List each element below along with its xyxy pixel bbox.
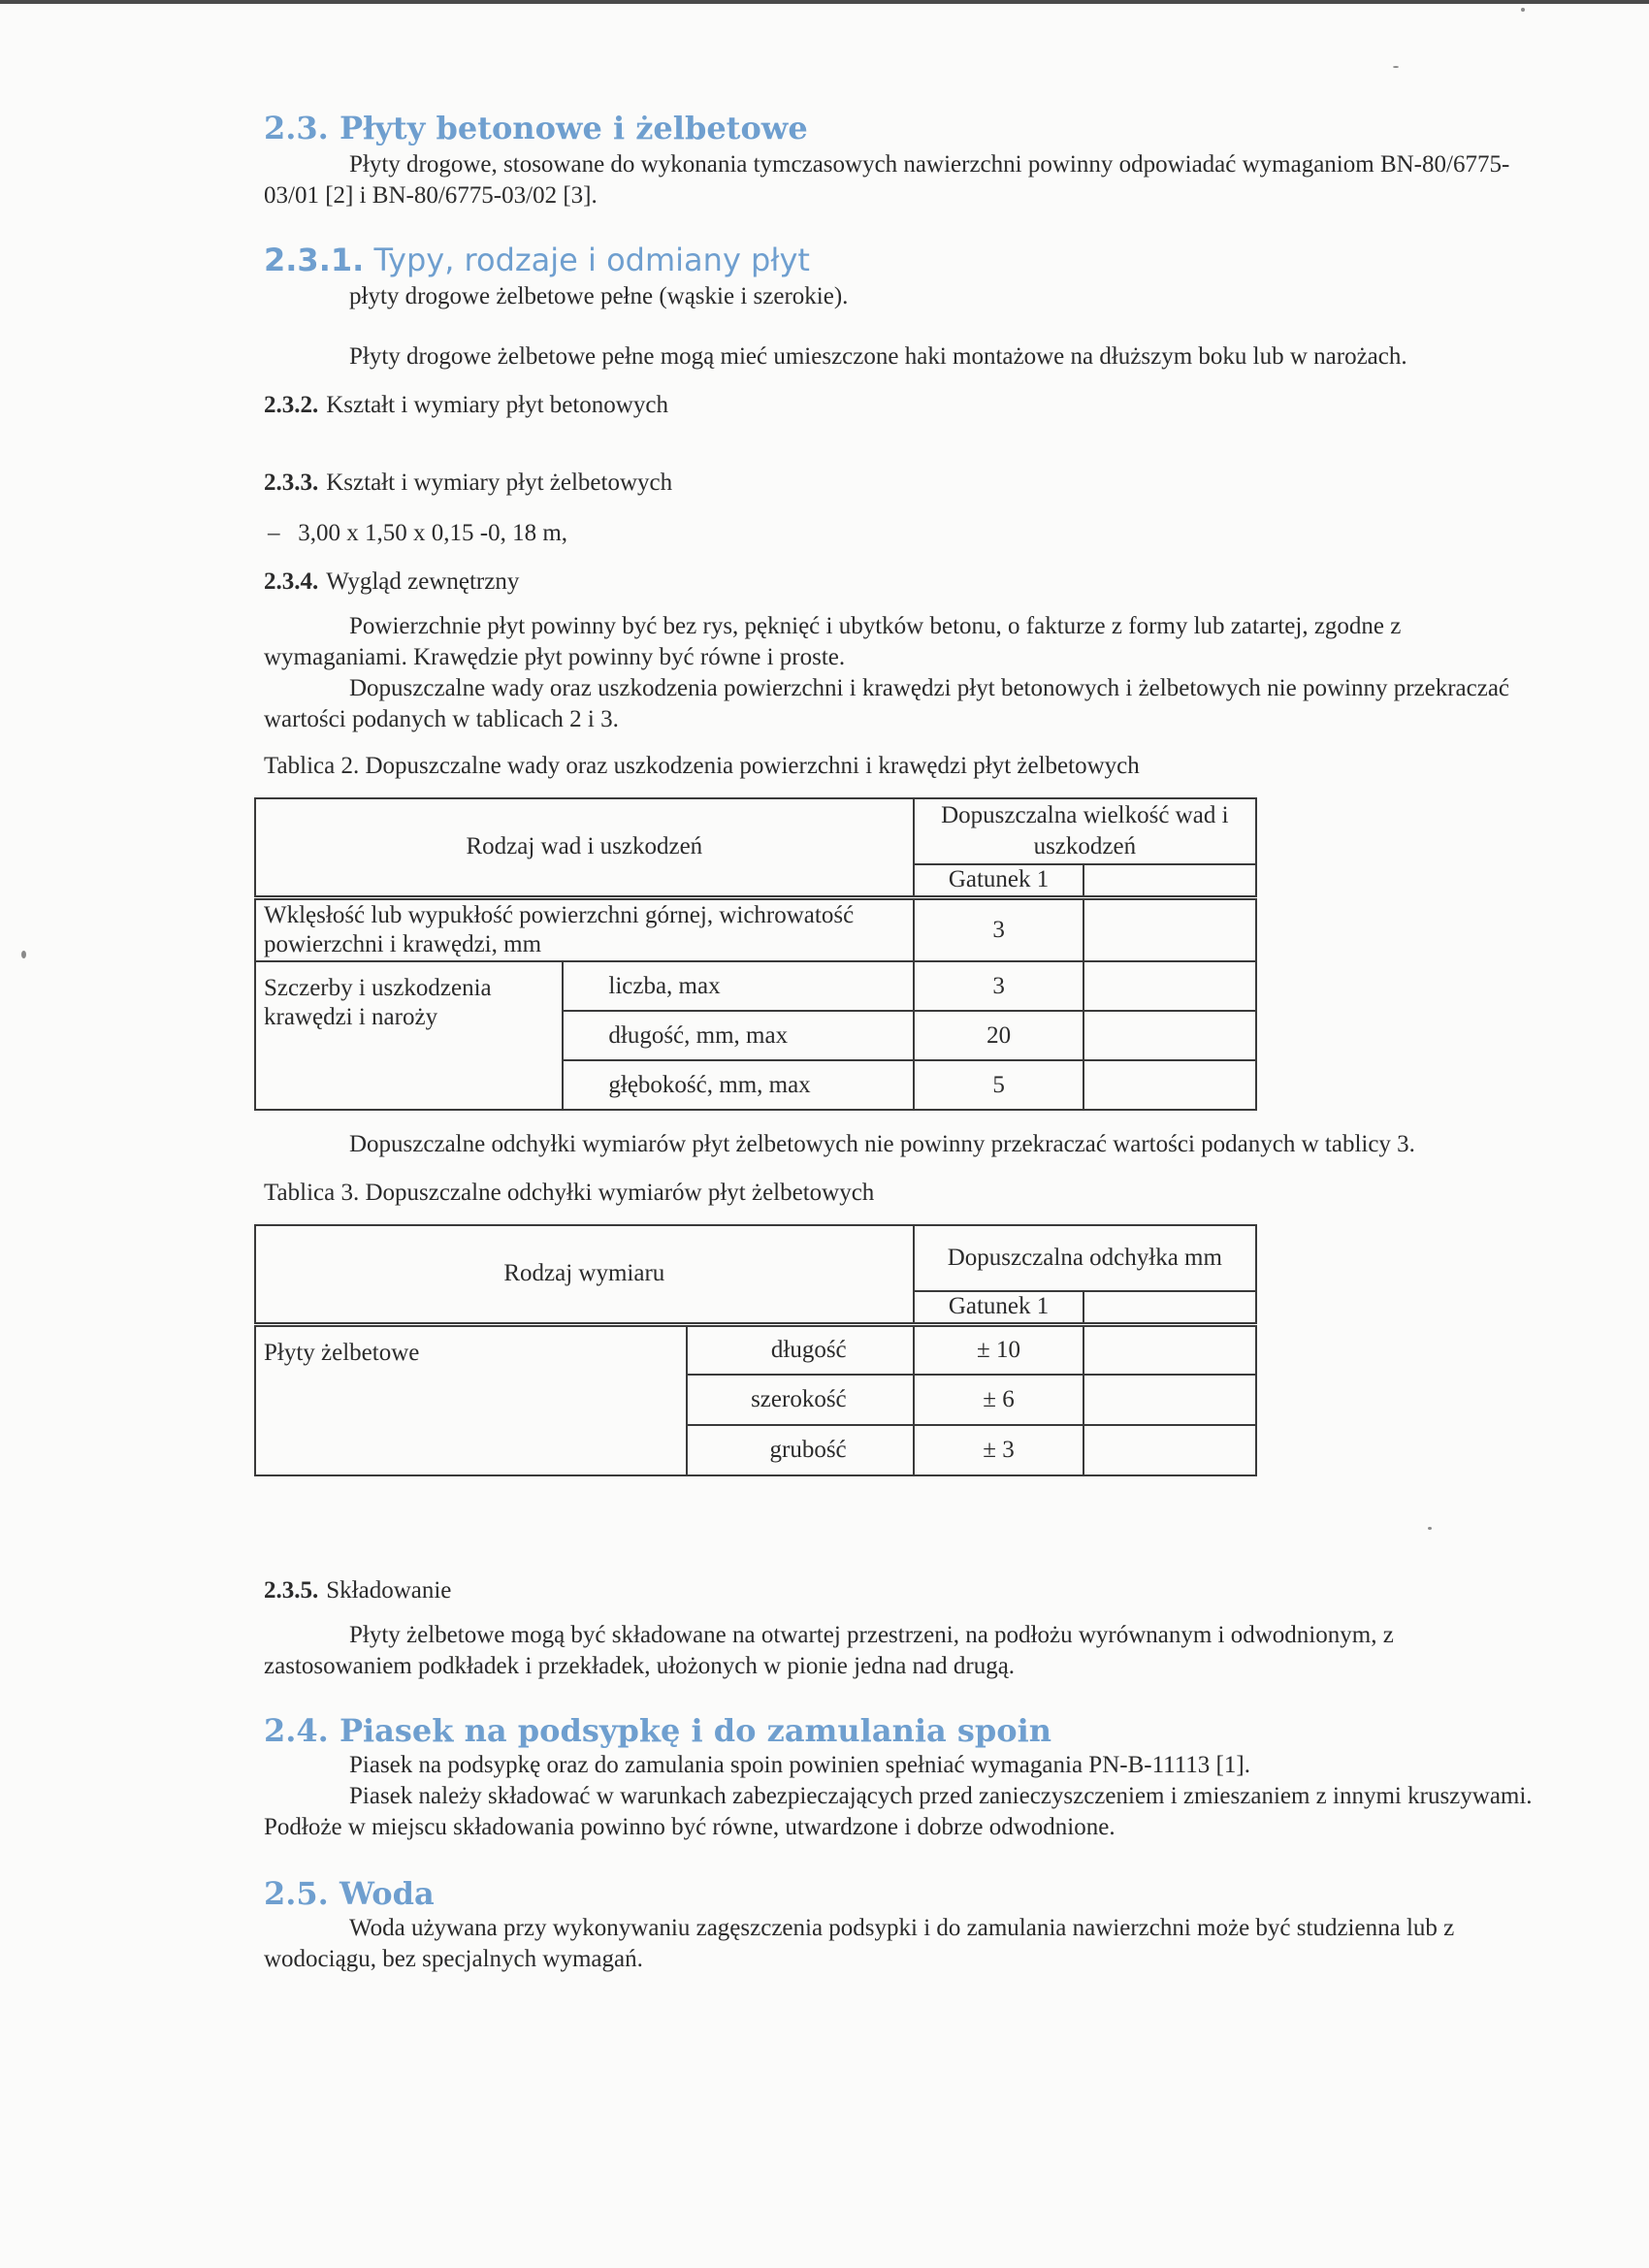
table-2-row-1-empty (1083, 897, 1256, 961)
section-2-5-heading: 2.5. Woda (264, 1875, 435, 1912)
table-3-group-label: Płyty żelbetowe (255, 1324, 687, 1475)
section-2-3-3-heading (264, 468, 672, 499)
section-2-3-4-number: 2.3.4. (264, 568, 319, 595)
table-2-row-3-empty (1083, 1011, 1256, 1060)
table-3-row-2-label: szerokość (687, 1375, 914, 1425)
section-2-3-2-title: Kształt i wymiary płyt betonowych (326, 392, 668, 418)
table-2-row-2-empty (1083, 961, 1256, 1011)
table-3-row-3-label: grubość (687, 1425, 914, 1475)
dimensions-list-item: – 3,00 x 1,50 x 0,15 -0, 18 m, (268, 520, 568, 546)
section-2-3-2-heading (264, 390, 668, 421)
table-2-caption: Tablica 2. Dopuszczalne wady oraz uszkodzenia powierzchni i krawędzi płyt żelbetowych (264, 753, 1140, 779)
table-3 (254, 1224, 1257, 1476)
section-2-3-5-number: 2.3.5. (264, 1577, 319, 1604)
table-2-header-allowed: Dopuszczalna wielkość wad i uszkodzeń (914, 798, 1256, 864)
table-2-row-4-value: 5 (914, 1060, 1084, 1110)
table-3-header-row (255, 1225, 1256, 1291)
section-2-3-1-line-1: płyty drogowe żelbetowe pełne (wąskie i szerokie). (349, 283, 849, 309)
section-2-3-4-heading (264, 567, 519, 598)
scan-speck (1428, 1527, 1432, 1530)
table-row (255, 1324, 1256, 1375)
section-2-3-1-heading (264, 241, 810, 279)
section-2-3-5-heading (264, 1575, 451, 1606)
table-2-header-row (255, 798, 1256, 864)
section-2-3-1-line-2: Płyty drogowe żelbetowe pełne mogą mieć umieszczone haki montażowe na dłuższym boku lub w narożach. (349, 343, 1407, 370)
table-2-grade-1: Gatunek 1 (914, 864, 1084, 897)
section-2-3-3-number: 2.3.3. (264, 470, 319, 496)
table-2-row-3-label: długość, mm, max (563, 1011, 913, 1060)
section-2-4-paragraph-1: Piasek na podsypkę oraz do zamulania spoin powinien spełniać wymagania PN-B-11113 [1]. (349, 1752, 1250, 1778)
table-2-row-4-label: głębokość, mm, max (563, 1060, 913, 1110)
table-2-grade-empty (1083, 864, 1256, 897)
section-2-3-paragraph: Płyty drogowe, stosowane do wykonania tymczasowych nawierzchni powinny odpowiadać wymaganiom BN-80/6775-03/01 [2] i BN-80/6775-03/02 [3]. (264, 151, 1510, 209)
table-3-row-3-empty (1083, 1425, 1256, 1475)
scan-speck (1393, 66, 1399, 68)
section-2-3-4-paragraph-1: Powierzchnie płyt powinny być bez rys, pęknięć i ubytków betonu, o fakturze z formy lub zatartej, zgodne z wymaganiami. Krawędzie płyt powinny być równe i proste. (264, 613, 1402, 670)
table-3-row-3-value: ± 3 (914, 1425, 1084, 1475)
section-2-3-heading: 2.3. Płyty betonowe i żelbetowe (264, 110, 808, 146)
table-3-row-1-value: ± 10 (914, 1324, 1084, 1375)
section-2-4-heading: 2.4. Piasek na podsypkę i do zamulania spoin (264, 1712, 1052, 1749)
section-2-3-2-number: 2.3.2. (264, 392, 319, 418)
section-2-3-5-title: Składowanie (326, 1577, 452, 1604)
scan-speck (21, 951, 26, 958)
section-2-4-paragraph-2: Piasek należy składować w warunkach zabezpieczających przed zanieczyszczeniem i zmieszaniem z innymi kruszywami. Podłoże w miejscu składowania powinno być równe, utwardzone i dobrze odwodnione. (264, 1783, 1533, 1840)
section-2-3-1-number: 2.3.1. (264, 242, 365, 278)
table-2 (254, 797, 1257, 1111)
section-2-3-4-title: Wygląd zewnętrzny (326, 568, 520, 595)
table-row (255, 961, 1256, 1011)
table-3-row-1-label: długość (687, 1324, 914, 1375)
table-3-row-2-empty (1083, 1375, 1256, 1425)
table-row (255, 897, 1256, 961)
table-2-row-4-empty (1083, 1060, 1256, 1110)
between-tables-paragraph: Dopuszczalne odchyłki wymiarów płyt żelbetowych nie powinny przekraczać wartości podanych w tablicy 3. (349, 1131, 1415, 1157)
table-2-row-2-value: 3 (914, 961, 1084, 1011)
section-2-3-1-title: Typy, rodzaje i odmiany płyt (373, 242, 810, 278)
table-3-caption: Tablica 3. Dopuszczalne odchyłki wymiarów płyt żelbetowych (264, 1180, 875, 1206)
section-2-3-4-paragraph-2: Dopuszczalne wady oraz uszkodzenia powierzchni i krawędzi płyt betonowych i żelbetowych nie powinny przekraczać wartości podanych w tablicach 2 i 3. (264, 675, 1510, 732)
table-3-header-type: Rodzaj wymiaru (255, 1225, 914, 1324)
section-2-5-paragraph: Woda używana przy wykonywaniu zagęszczenia podsypki i do zamulania nawierzchni może być studzienna lub z wodociągu, bez specjalnych wymagań. (264, 1915, 1455, 1972)
table-2-row-1-value: 3 (914, 897, 1084, 961)
table-3-grade-1: Gatunek 1 (914, 1291, 1084, 1324)
table-3-row-2-value: ± 6 (914, 1375, 1084, 1425)
table-2-row-3-value: 20 (914, 1011, 1084, 1060)
scan-speck (1521, 8, 1525, 12)
table-2-header-type: Rodzaj wad i uszkodzeń (255, 798, 914, 897)
table-3-header-allowed: Dopuszczalna odchyłka mm (914, 1225, 1256, 1291)
table-2-row-2-label: liczba, max (563, 961, 913, 1011)
table-2-group-label: Szczerby i uszkodzenia krawędzi i naroży (255, 961, 563, 1110)
scan-edge-line (0, 0, 1649, 4)
table-3-row-1-empty (1083, 1324, 1256, 1375)
section-2-3-3-title: Kształt i wymiary płyt żelbetowych (326, 470, 673, 496)
table-3-grade-empty (1083, 1291, 1256, 1324)
table-2-row-1-label: Wklęsłość lub wypukłość powierzchni górnej, wichrowatość powierzchni i krawędzi, mm (255, 897, 914, 961)
section-2-3-5-paragraph: Płyty żelbetowe mogą być składowane na otwartej przestrzeni, na podłożu wyrównanym i odwodnionym, z zastosowaniem podkładek i przekładek, ułożonych w pionie jedna nad drugą. (264, 1622, 1394, 1679)
